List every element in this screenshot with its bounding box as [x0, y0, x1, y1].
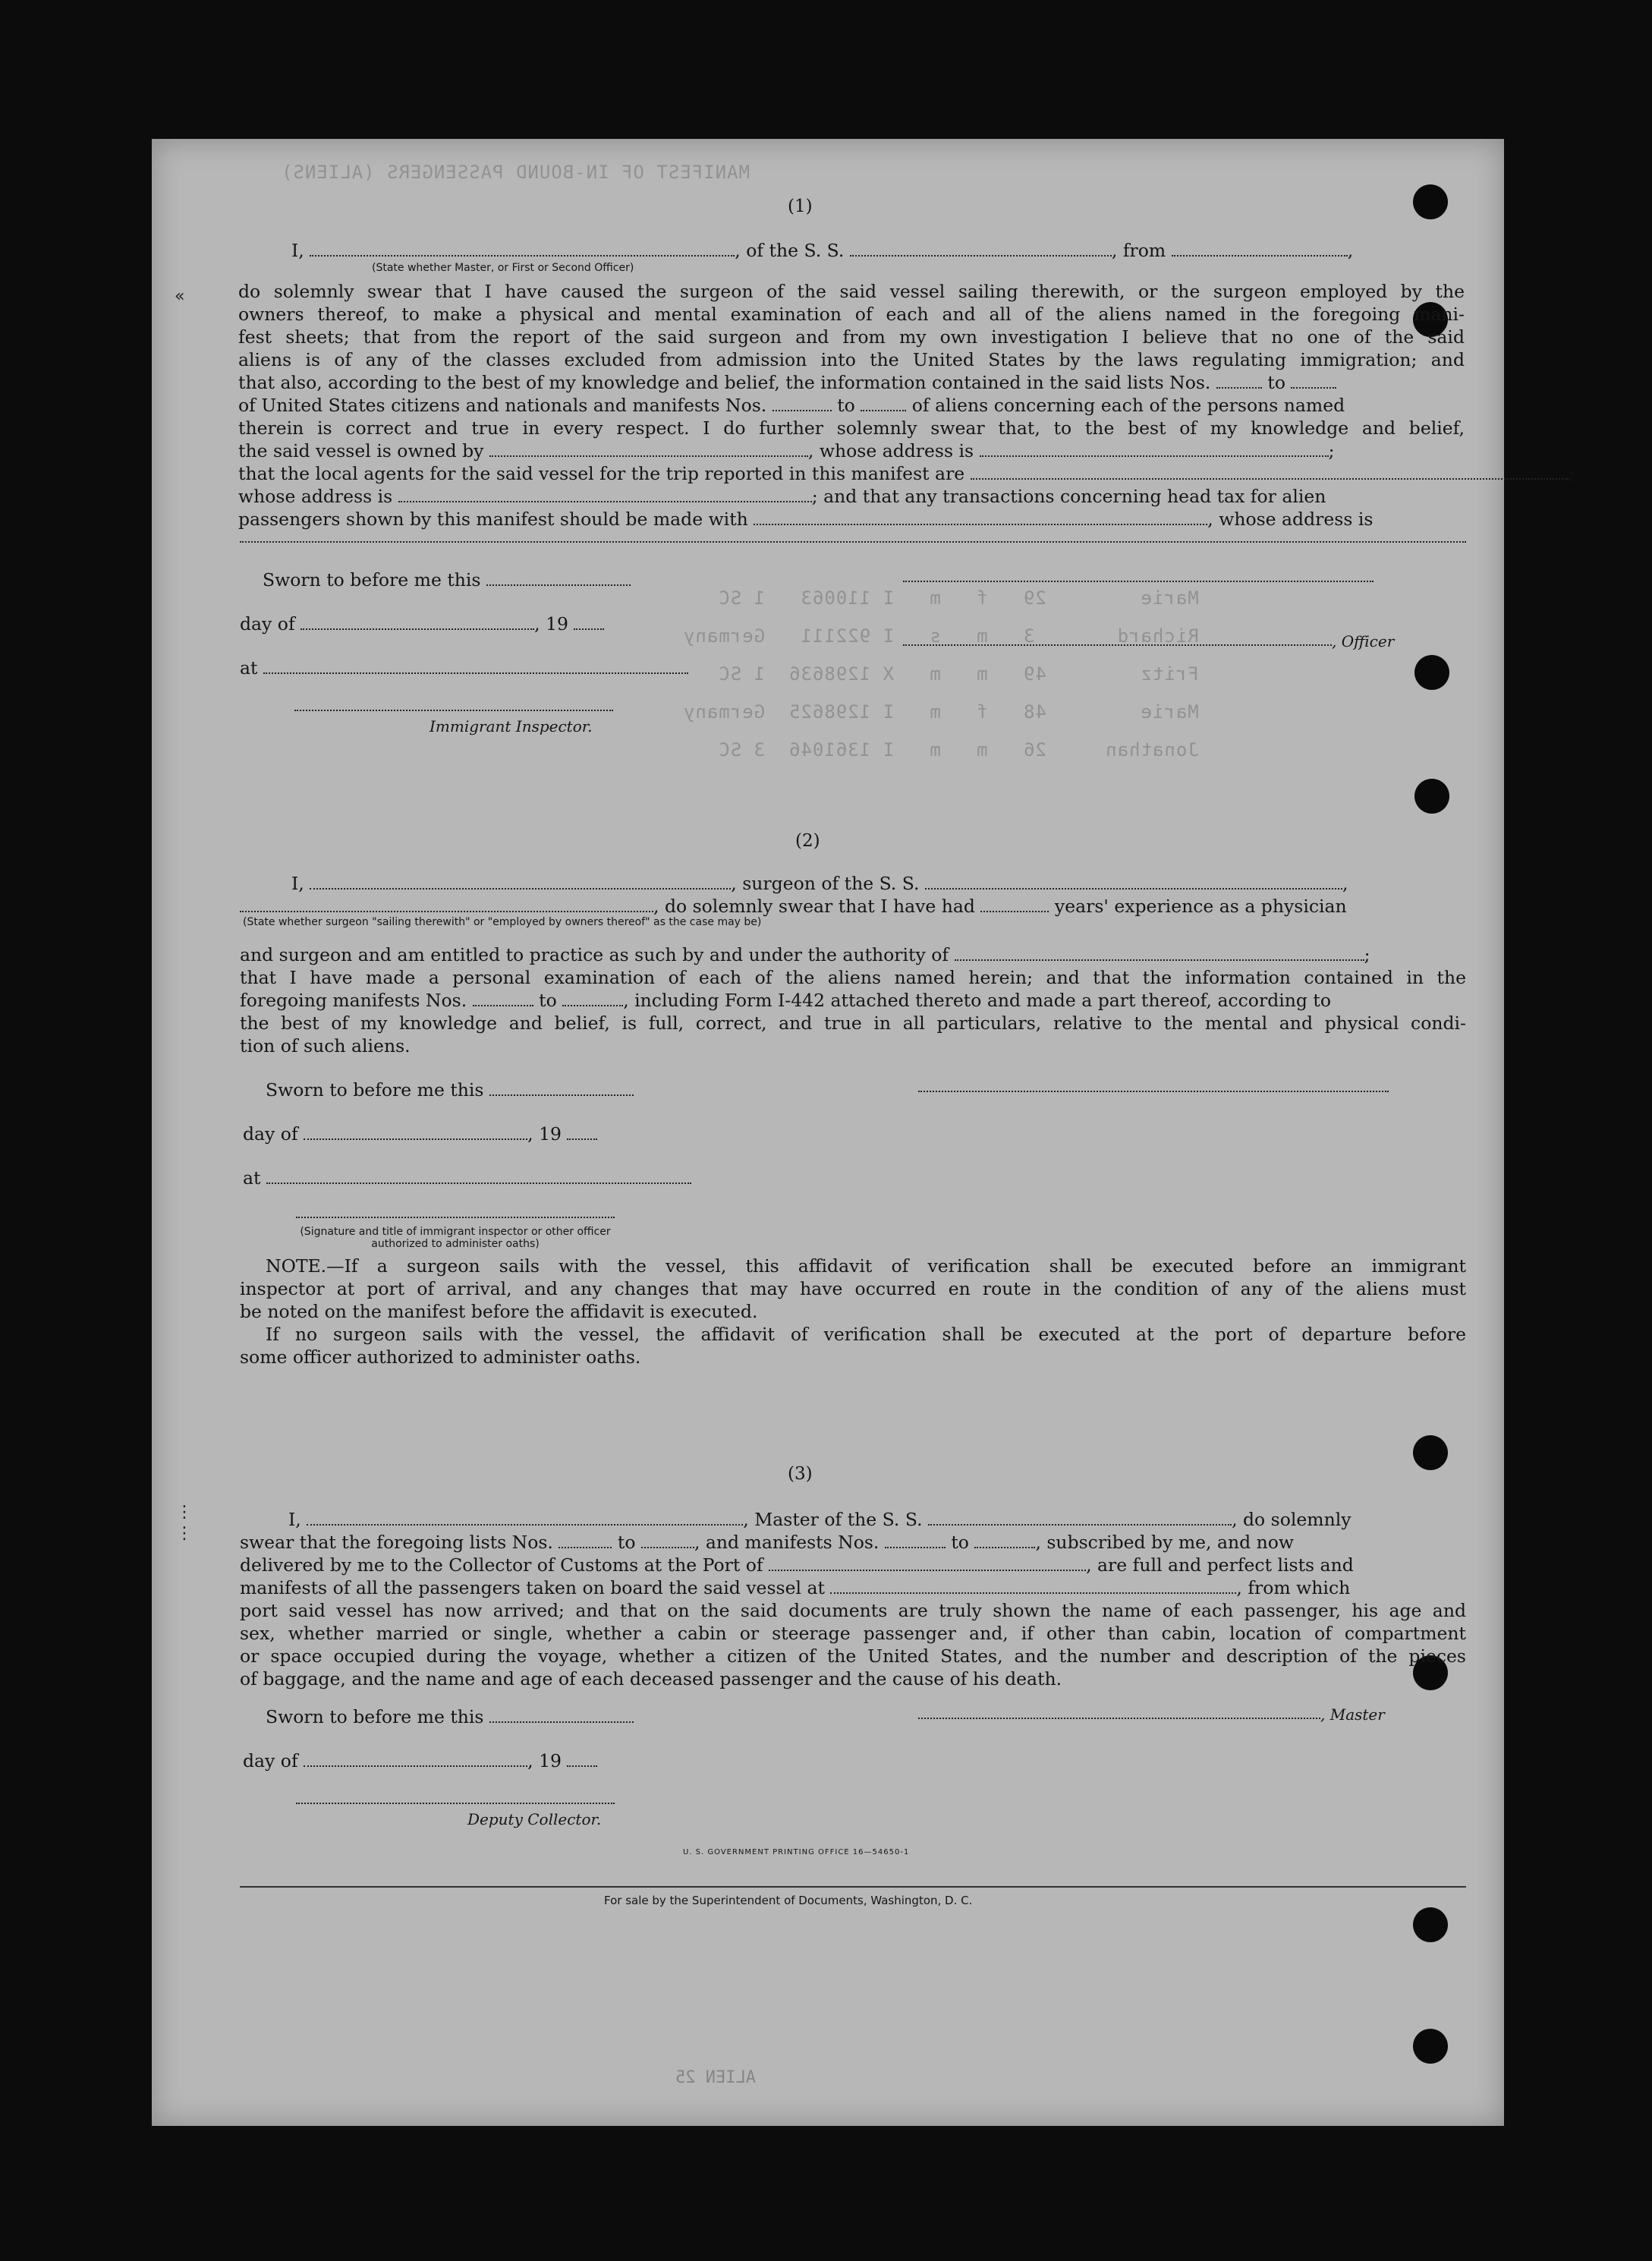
whose-address-label: , whose address is	[1207, 509, 1374, 530]
sworn-day-field[interactable]	[489, 1079, 634, 1096]
local-agents-field[interactable]	[971, 463, 1569, 480]
year-field[interactable]	[567, 1750, 597, 1767]
footer-rule	[240, 1886, 1466, 1888]
to-label: to	[539, 990, 557, 1011]
address-continuation-line[interactable]	[240, 541, 1466, 543]
section-2-para-line	[240, 989, 1466, 1012]
bleed-through-stamp: ALIEN 25	[675, 2068, 756, 2087]
section-1-para-line: the said vessel is owned by , whose address is ;	[238, 440, 1335, 461]
surgeon-manifests-from-field[interactable]	[473, 990, 533, 1006]
officer-signature-line[interactable]	[903, 644, 1332, 646]
officer-signature-line[interactable]	[903, 581, 1374, 582]
section-1-para-line	[238, 508, 1465, 531]
bleed-through-header: MANIFEST OF IN-BOUND PASSENGERS (ALIENS)	[281, 162, 750, 183]
master-label: , Master	[1320, 1705, 1385, 1724]
section-3-para-line	[240, 1531, 1466, 1554]
at-label: at	[243, 1167, 261, 1189]
section-2-para-line: the best of my knowledge and belief, is full, correct, and true in all particulars, relative to the mental and physical condi-	[240, 1012, 1466, 1034]
footer-sale-note: For sale by the Superintendent of Documents, Washington, D. C.	[604, 1894, 973, 1907]
punch-hole	[1413, 184, 1448, 219]
sworn-label: Sworn to before me this	[266, 1706, 484, 1727]
surgeon-name-field[interactable]	[310, 873, 731, 890]
margin-mark: ⋮	[176, 1524, 193, 1543]
inspector-label: Immigrant Inspector.	[430, 717, 593, 735]
surgeon-of-ss-label: , surgeon of the S. S.	[731, 873, 920, 894]
and-manifests-label: , and manifests Nos.	[694, 1532, 879, 1553]
head-tax-party-field[interactable]	[754, 509, 1207, 525]
manifests-nos-label: foregoing manifests Nos.	[240, 990, 467, 1011]
official-signature-line[interactable]	[296, 1217, 615, 1218]
years-experience-label: , do solemnly swear that I have had	[653, 896, 975, 917]
from-label: , from	[1111, 240, 1166, 261]
section-1-para-line: fest sheets; that from the report of the said surgeon and from my own investigation I believe that no one of the said	[238, 326, 1465, 348]
year-label: , 19	[527, 1750, 562, 1771]
comma: ,	[1342, 873, 1348, 894]
day-of-month-field[interactable]	[304, 1750, 527, 1767]
master-vessel-field[interactable]	[928, 1509, 1232, 1526]
section-2-number: (2)	[795, 831, 820, 851]
sworn-line	[266, 1079, 634, 1101]
authority-label: and surgeon and am entitled to practice as such by and under the authority of	[240, 944, 949, 965]
printing-office-imprint: U. S. GOVERNMENT PRINTING OFFICE 16—54650-1	[683, 1848, 910, 1856]
section-3-number: (3)	[788, 1464, 813, 1484]
at-line	[240, 657, 688, 679]
surgeon-manifests-to-field[interactable]	[562, 990, 623, 1006]
section-1-para-line	[238, 371, 1465, 394]
vessel-name-field[interactable]	[850, 240, 1112, 257]
year-field[interactable]	[574, 613, 604, 630]
punch-hole	[1414, 779, 1449, 814]
punch-hole	[1413, 1435, 1448, 1470]
section-2-para-line: and surgeon and am entitled to practice as such by and under the authority of ;	[240, 944, 1370, 965]
at-line	[243, 1167, 691, 1189]
embarkation-port-field[interactable]	[830, 1577, 1236, 1594]
section-3-para-line	[240, 1554, 1466, 1576]
full-perfect-label: , are full and perfect lists and	[1086, 1554, 1354, 1576]
sworn-day-field[interactable]	[489, 1706, 634, 1723]
solemnly-label: , do solemnly	[1232, 1509, 1351, 1530]
punch-hole	[1414, 655, 1449, 690]
manifests-nos-label: of United States citizens and nationals and manifests Nos.	[238, 395, 767, 416]
concerning-label: of aliens concerning each of the persons named	[911, 395, 1345, 416]
of-ss-label: , of the S. S.	[735, 240, 845, 261]
sworn-label: Sworn to before me this	[266, 1079, 484, 1101]
sworn-line	[266, 1705, 634, 1728]
surgeon-signature-line[interactable]	[918, 1091, 1389, 1092]
from-which-label: , from which	[1236, 1577, 1351, 1598]
oath-intro: I,	[291, 240, 304, 261]
master-of-ss-label: , Master of the S. S.	[743, 1509, 923, 1530]
master-signature-line[interactable]	[918, 1718, 1320, 1719]
sworn-day-field[interactable]	[486, 569, 631, 586]
punch-hole	[1413, 2029, 1448, 2064]
day-of-line	[240, 612, 604, 635]
section-3-para-line: or space occupied during the voyage, whether a citizen of the United States, and the number and description of the pieces	[240, 1645, 1466, 1667]
note-line: NOTE.—If a surgeon sails with the vessel, this affidavit of verification shall be executed before an immigrant	[266, 1255, 1466, 1277]
manifests-to-field[interactable]	[861, 395, 906, 411]
taken-on-board-label: manifests of all the passengers taken on board the said vessel at	[240, 1577, 825, 1598]
departure-port-field[interactable]	[1172, 240, 1348, 257]
section-3-para-line: sex, whether married or single, whether a cabin or steerage passenger and, if other than cabin, location of compartment	[240, 1623, 1466, 1644]
officer-name-field[interactable]	[310, 240, 735, 257]
signature-title-hint: (Signature and title of immigrant inspector or other officer authorized to administer oaths)	[300, 1226, 611, 1250]
day-of-label: day of	[240, 613, 295, 635]
section-1-para-line: owners thereof, to make a physical and mental examination of each and all of the aliens named in the foregoing mani-	[238, 304, 1465, 325]
punch-hole	[1413, 1907, 1448, 1942]
at-label: at	[240, 657, 258, 679]
section-1-line-1	[291, 239, 1353, 262]
day-of-label: day of	[243, 1123, 298, 1145]
sworn-line	[263, 568, 631, 591]
section-3-para-line	[240, 1576, 1466, 1599]
officer-label: , Officer	[1332, 632, 1395, 650]
subscribed-label: , subscribed by me, and now	[1035, 1532, 1295, 1553]
at-place-field[interactable]	[263, 657, 688, 674]
at-place-field[interactable]	[266, 1167, 691, 1184]
day-of-line	[243, 1123, 597, 1145]
margin-mark: ⋮	[176, 1503, 193, 1522]
note-line: inspector at port of arrival, and any changes that may have occurred en route in the condition of any of the aliens must	[240, 1278, 1466, 1299]
master-manifests-to-field[interactable]	[974, 1532, 1035, 1548]
margin-mark: «	[175, 287, 185, 306]
collector-port-field[interactable]	[769, 1554, 1086, 1571]
head-tax-label: ; and that any transactions concerning head tax for alien	[811, 486, 1326, 507]
comma: ,	[1347, 240, 1354, 261]
surgeon-type-field[interactable]	[240, 896, 653, 912]
section-1-para-line: do solemnly swear that I have caused the surgeon of the said vessel sailing therewith, or the surgeon employed by the	[238, 281, 1465, 302]
note-line: If no surgeon sails with the vessel, the affidavit of verification shall be executed at the port of departure before	[266, 1324, 1466, 1345]
note-line: some officer authorized to administer oaths.	[240, 1346, 641, 1368]
to-label: to	[951, 1532, 969, 1553]
day-of-month-field[interactable]	[301, 613, 534, 630]
sworn-label: Sworn to before me this	[263, 569, 481, 590]
section-1-para-line: therein is correct and true in every respect. I do further solemnly swear that, to the best of my knowledge and belief,	[238, 417, 1465, 439]
to-label: to	[837, 395, 855, 416]
oath-intro: I,	[288, 1509, 301, 1530]
oath-intro: I,	[291, 873, 304, 894]
section-3-line-1	[288, 1508, 1351, 1531]
note-line: be noted on the manifest before the affidavit is executed.	[240, 1301, 758, 1322]
lists-from-field[interactable]	[1216, 372, 1262, 389]
local-agents-label: that the local agents for the said vessel for the trip reported in this manifest are	[238, 463, 965, 484]
day-of-line	[243, 1749, 597, 1772]
passengers-label: passengers shown by this manifest should be made with	[238, 509, 748, 530]
owner-field[interactable]	[489, 440, 808, 457]
physician-label: years' experience as a physician	[1054, 896, 1347, 917]
owned-by-label: the said vessel is owned by	[238, 440, 484, 461]
lists-to-field[interactable]	[1291, 372, 1336, 389]
section-1-para-line	[238, 394, 1465, 417]
including-label: , including Form I-442 attached thereto and made a part thereof, according to	[623, 990, 1331, 1011]
section-1-para-line: that the local agents for the said vessel for the trip reported in this manifest are ;	[238, 463, 1575, 484]
to-label: to	[1267, 372, 1285, 393]
surgeon-vessel-field[interactable]	[925, 873, 1342, 890]
years-experience-field[interactable]	[980, 896, 1049, 912]
day-of-month-field[interactable]	[304, 1123, 527, 1140]
bleed-through-rows: Marie 29 f m I 110063 1 SC Richard 3 m s I 922111 Germany Fritz 49 m m X 1298636 1 SC Marie 48 f m I 1298625 Germany Jonathan 26 m m I 1361046 3 SC	[683, 587, 1199, 760]
master-lists-from-field[interactable]	[559, 1532, 612, 1548]
year-label: , 19	[527, 1123, 562, 1145]
authority-field[interactable]	[955, 944, 1364, 961]
section-2-line-1	[291, 872, 1348, 895]
section-3-para-line: of baggage, and the name and age of each deceased passenger and the cause of his death.	[240, 1668, 1062, 1689]
section-2-para-line: tion of such aliens.	[240, 1035, 411, 1056]
collector-port-label: delivered by me to the Collector of Customs at the Port of	[240, 1554, 763, 1576]
whose-address-label: whose address is	[238, 486, 393, 507]
collector-signature-line[interactable]	[296, 1803, 615, 1804]
section-1-para-line	[238, 485, 1465, 508]
to-label: to	[617, 1532, 636, 1553]
day-of-label: day of	[243, 1750, 298, 1771]
year-field[interactable]	[567, 1123, 597, 1140]
section-1-number: (1)	[788, 197, 813, 216]
master-lists-to-field[interactable]	[641, 1532, 694, 1548]
surgeon-hint: (State whether surgeon "sailing therewith" or "employed by owners thereof" as the case may be)	[243, 916, 762, 928]
officer-hint: (State whether Master, or First or Second Officer)	[372, 262, 634, 274]
whose-address-label: , whose address is	[807, 440, 974, 461]
section-1-para-line: aliens is of any of the classes excluded from admission into the United States by the laws regulating immigration; and	[238, 349, 1465, 370]
inspector-signature-line[interactable]	[294, 710, 613, 711]
lists-nos-label: that also, according to the best of my knowledge and belief, the information contained in the said lists Nos.	[238, 372, 1211, 393]
owner-address-field[interactable]	[980, 440, 1329, 457]
master-name-field[interactable]	[307, 1509, 743, 1526]
section-2-para-line: that I have made a personal examination of each of the aliens named herein; and that the information contained in the	[240, 967, 1466, 988]
master-manifests-from-field[interactable]	[885, 1532, 946, 1548]
year-label: , 19	[534, 613, 568, 635]
section-3-para-line: port said vessel has now arrived; and that on the said documents are truly shown the name of each passenger, his age and	[240, 1600, 1466, 1621]
lists-nos-label: swear that the foregoing lists Nos.	[240, 1532, 553, 1553]
collector-label: Deputy Collector.	[467, 1810, 602, 1828]
manifest-page	[152, 139, 1575, 2126]
agent-address-field[interactable]	[398, 486, 812, 502]
section-2-line-2	[240, 895, 1347, 918]
manifests-from-field[interactable]	[773, 395, 832, 411]
